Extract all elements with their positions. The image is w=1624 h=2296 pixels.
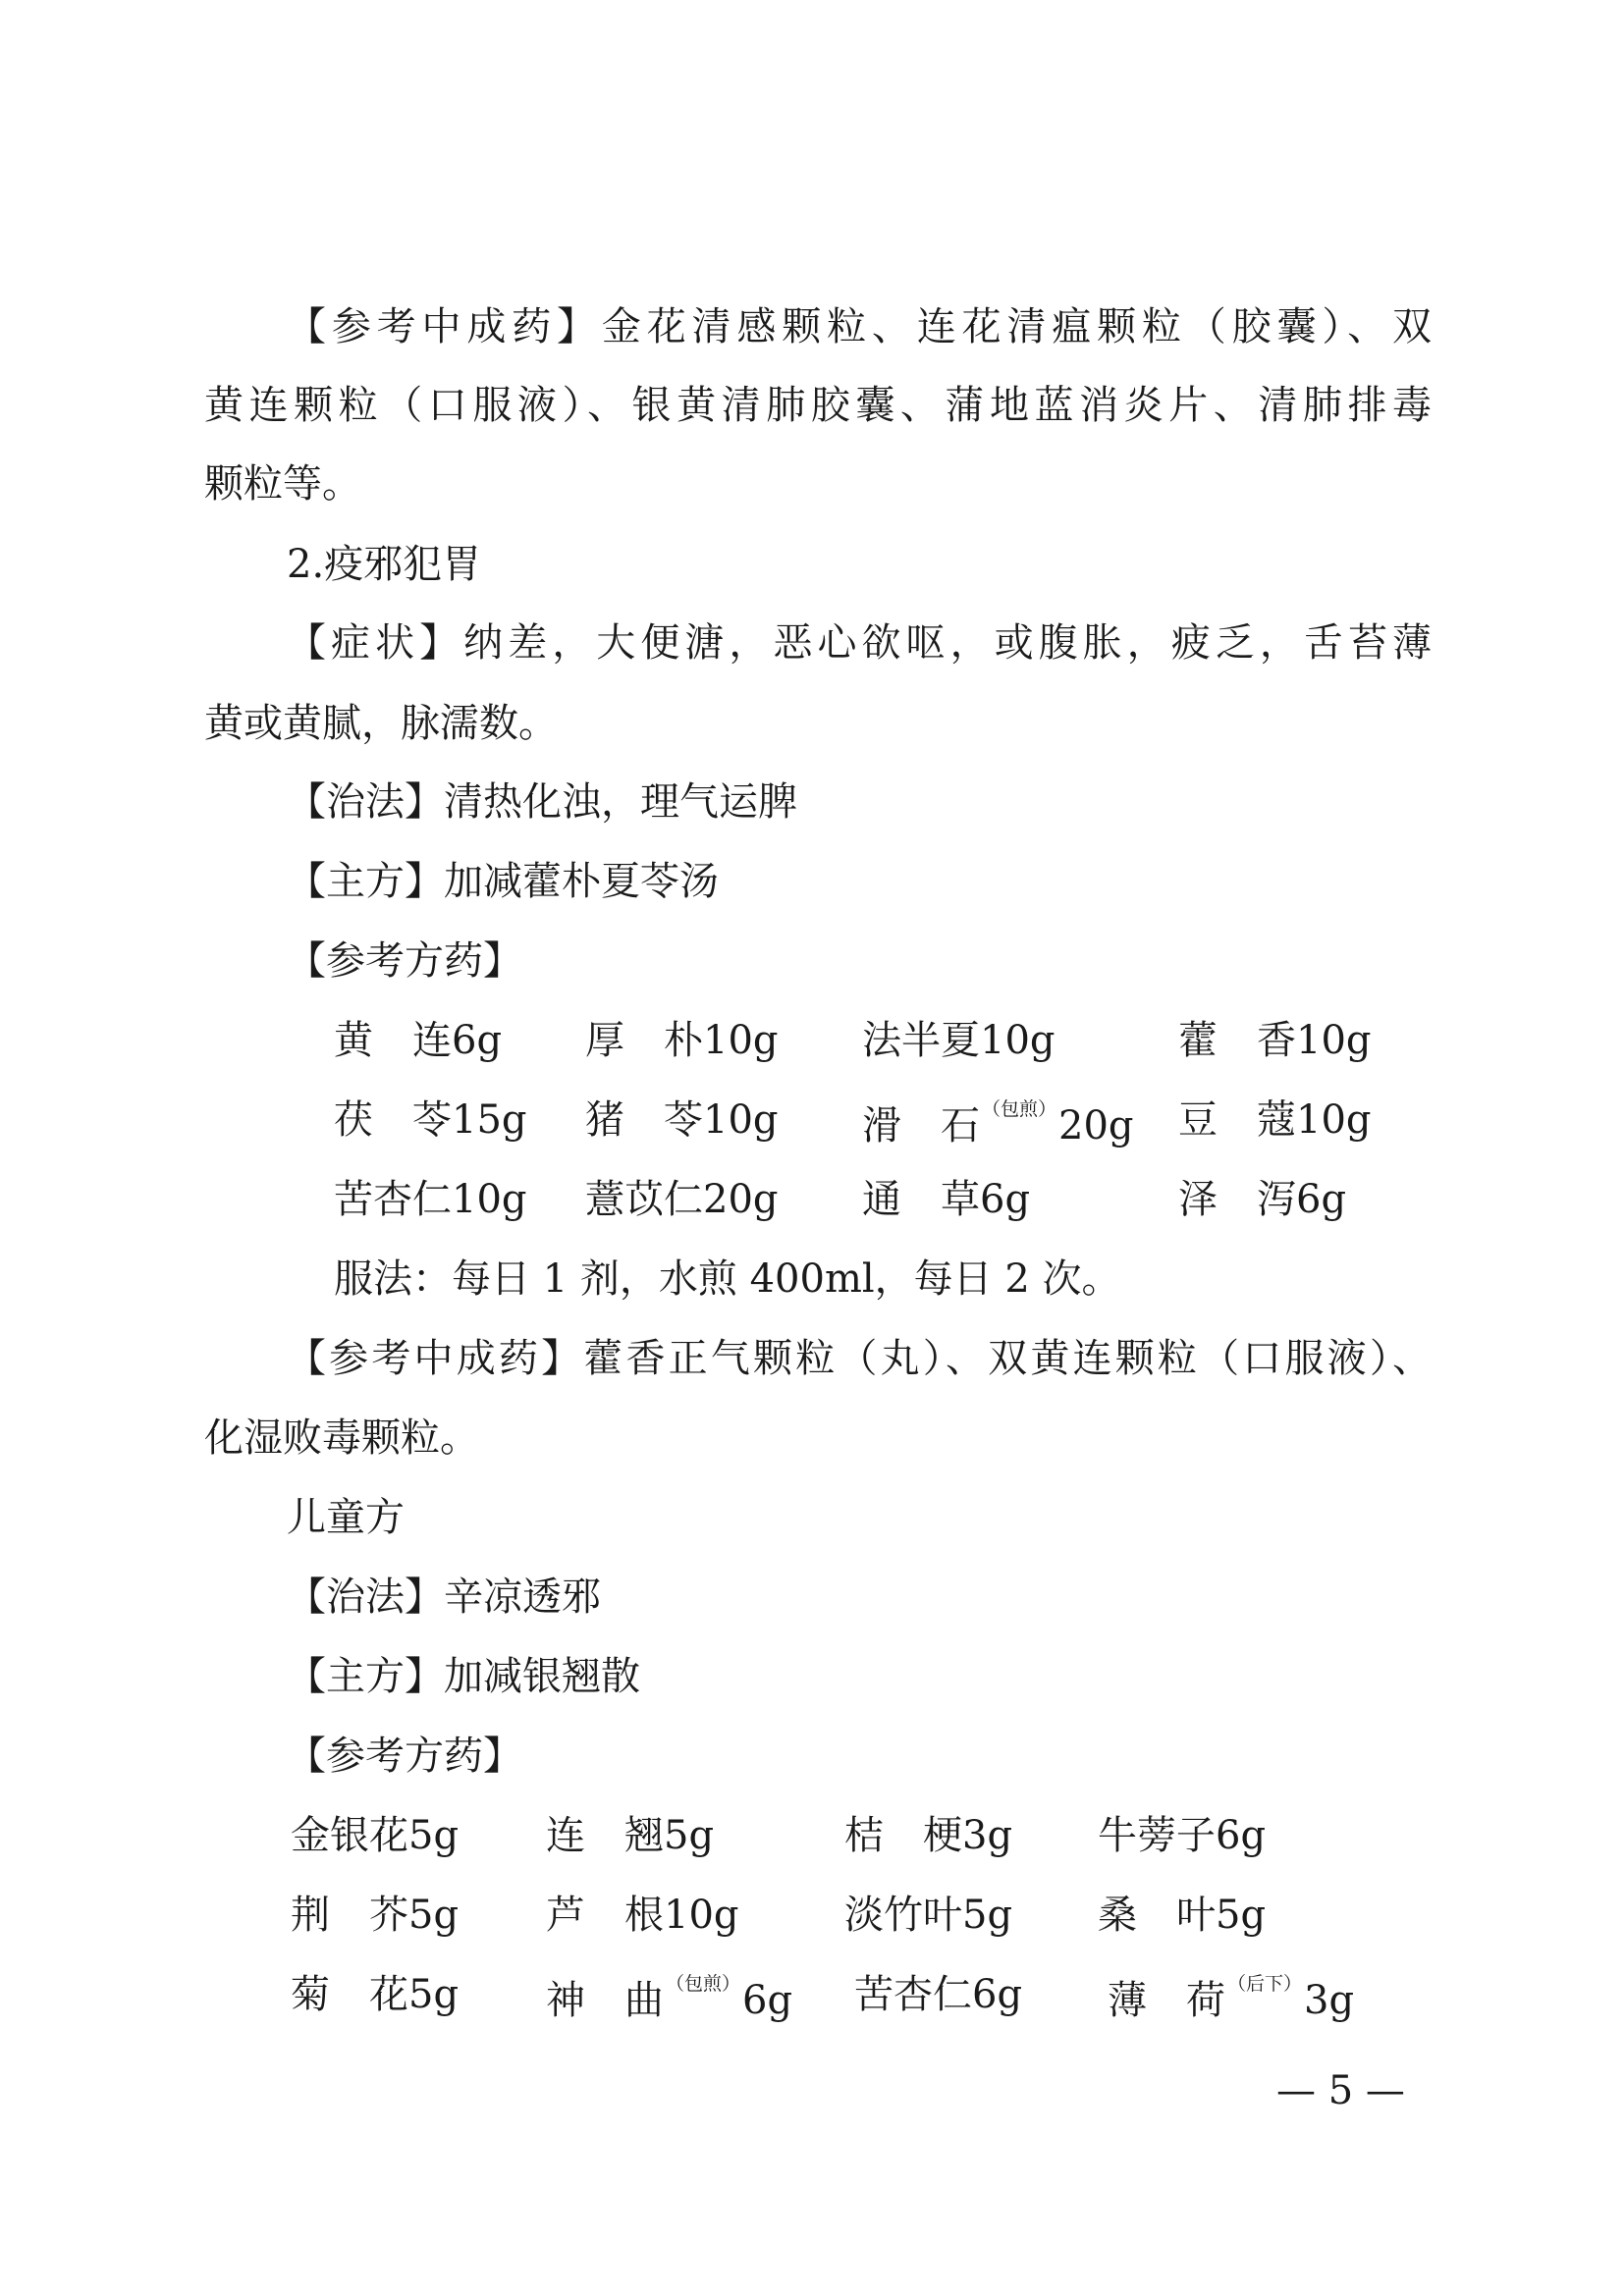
herb-item: 厚 朴10g [585, 1018, 779, 1063]
herb-item: 薄 荷 $^{(后下)}$3g [1108, 1973, 1355, 2023]
paragraph-line: 【参考方药】 [287, 938, 522, 984]
paragraph-line: 【参考方药】 [287, 1734, 522, 1779]
paragraph-line: 黄或黄腻，脉濡数。 [204, 701, 558, 746]
paragraph-line: 【参考中成药】藿香正气颗粒（丸）、双黄连颗粒（口服液）、 [287, 1336, 1432, 1381]
herb-item: 法半夏10g [862, 1018, 1056, 1063]
herb-item: 通 草6g [862, 1177, 1031, 1222]
herb-item: 黄 连6g [334, 1018, 503, 1063]
herb-note: （包煎） [982, 1098, 1057, 1120]
herb-item: 金银花5g [291, 1813, 460, 1858]
herb-item: 菊 花5g [291, 1972, 460, 2017]
herb-item: 芦 根10g [546, 1893, 739, 1938]
herb-item: 泽 泻6g [1178, 1177, 1347, 1222]
paragraph-line: 【治法】清热化浊，理气运脾 [287, 779, 797, 825]
herb-item: 苦杏仁6g [854, 1972, 1023, 2017]
paragraph-line: 【参考中成药】金花清感颗粒、连花清瘟颗粒（胶囊）、双 [287, 304, 1432, 349]
herb-item: 茯 苓15g [334, 1097, 527, 1143]
paragraph-line: 【主方】加减藿朴夏苓汤 [287, 859, 719, 904]
herb-item: 藿 香10g [1178, 1018, 1372, 1063]
paragraph-line: 【主方】加减银翘散 [287, 1654, 640, 1699]
paragraph-line: 【症状】纳差，大便溏，恶心欲呕，或腹胀，疲乏，舌苔薄 [287, 620, 1432, 666]
paragraph-line: 化湿败毒颗粒。 [204, 1415, 479, 1461]
herb-item: 猪 苓10g [585, 1097, 779, 1143]
section-heading: 2.疫邪犯胃 [287, 542, 482, 587]
herb-item: 连 翘5g [546, 1813, 715, 1858]
herb-item: 淡竹叶5g [844, 1893, 1013, 1938]
herb-item: 桑 叶5g [1098, 1893, 1267, 1938]
paragraph-line: 颗粒等。 [204, 461, 361, 507]
herb-note: （包煎） [666, 1973, 741, 1995]
herb-item: 桔 梗3g [844, 1813, 1013, 1858]
herb-item: 神 曲 $^{(包煎)}$6g [546, 1973, 793, 2023]
herb-note: （后下） [1227, 1973, 1303, 1995]
section-heading: 儿童方 [287, 1495, 405, 1540]
dosage-instruction: 服法：每日 1 剂，水煎 400ml，每日 2 次。 [334, 1256, 1121, 1302]
herb-item: 薏苡仁20g [585, 1177, 779, 1222]
paragraph-line: 黄连颗粒（口服液）、银黄清肺胶囊、蒲地蓝消炎片、清肺排毒 [204, 383, 1432, 428]
paragraph-line: 【治法】辛凉透邪 [287, 1575, 601, 1620]
herb-item: 豆 蔻10g [1178, 1097, 1372, 1143]
page-number: — 5 — [1276, 2068, 1405, 2113]
herb-item: 滑 石 $^{(包煎)}$20g [862, 1098, 1134, 1148]
herb-item: 荆 芥5g [291, 1893, 460, 1938]
herb-item: 苦杏仁10g [334, 1177, 527, 1222]
herb-item: 牛蒡子6g [1098, 1813, 1267, 1858]
